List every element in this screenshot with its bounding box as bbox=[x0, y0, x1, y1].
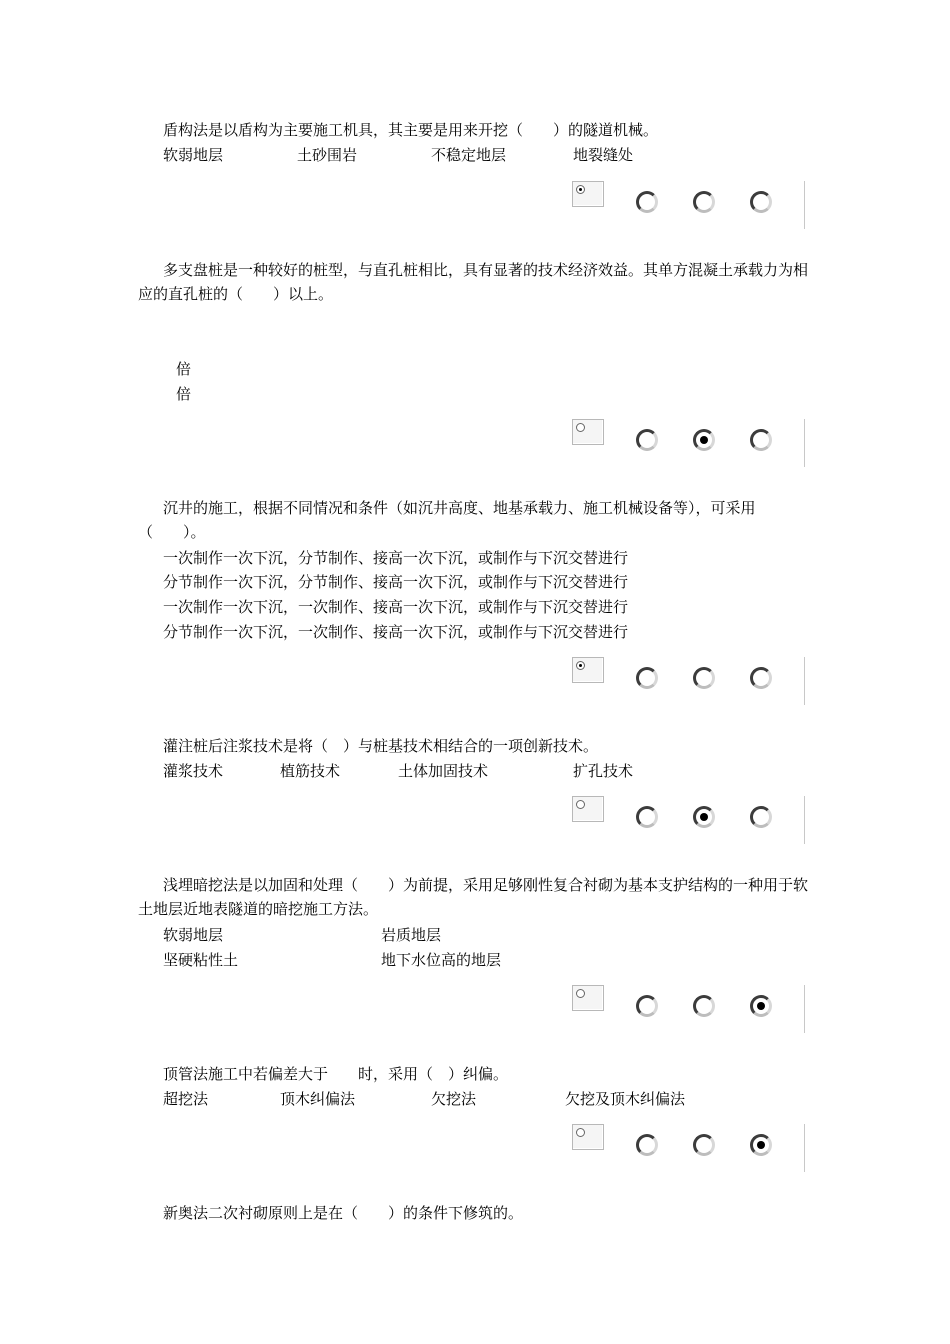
question-2-radio-a[interactable] bbox=[572, 419, 604, 445]
question-6-radio-a[interactable] bbox=[572, 1124, 604, 1150]
question-3-option-b: 分节制作一次下沉，分节制作、接高一次下沉，或制作与下沉交替进行 bbox=[163, 573, 629, 591]
question-1-option-c: 不稳定地层 bbox=[431, 146, 507, 164]
radio-unselected-icon bbox=[576, 1128, 585, 1137]
question-3-option-d: 分节制作一次下沉，一次制作、接高一次下沉，或制作与下沉交替进行 bbox=[163, 623, 629, 641]
question-5-option-c: 坚硬粘性土 bbox=[163, 951, 239, 969]
question-1-option-d: 地裂缝处 bbox=[573, 146, 634, 164]
question-1-answer-radios bbox=[572, 181, 812, 229]
question-1-option-b: 土砂围岩 bbox=[297, 146, 358, 164]
question-1-radio-b[interactable] bbox=[636, 191, 658, 213]
radio-unselected-icon bbox=[576, 989, 585, 998]
question-4-answer-radios bbox=[572, 796, 812, 844]
divider bbox=[804, 657, 805, 705]
question-3-option-a: 一次制作一次下沉，分节制作、接高一次下沉，或制作与下沉交替进行 bbox=[163, 549, 629, 567]
question-6-radio-c[interactable] bbox=[693, 1134, 715, 1156]
question-6-option-c: 欠挖法 bbox=[431, 1090, 477, 1108]
radio-selected-icon bbox=[576, 185, 585, 194]
question-1-radio-d[interactable] bbox=[750, 191, 772, 213]
question-5-radio-a[interactable] bbox=[572, 985, 604, 1011]
radio-selected-icon bbox=[576, 661, 585, 670]
divider bbox=[804, 419, 805, 467]
question-4-radio-d[interactable] bbox=[750, 806, 772, 828]
question-2-radio-d[interactable] bbox=[750, 429, 772, 451]
question-6-radio-b[interactable] bbox=[636, 1134, 658, 1156]
question-5-option-d: 地下水位高的地层 bbox=[381, 951, 502, 969]
question-5-radio-d[interactable] bbox=[750, 995, 772, 1017]
question-6-text: 顶管法施工中若偏差大于 时，采用（ ）纠偏。 bbox=[163, 1065, 509, 1083]
question-2-radio-b[interactable] bbox=[636, 429, 658, 451]
question-3-radio-c[interactable] bbox=[693, 667, 715, 689]
question-5-radio-b[interactable] bbox=[636, 995, 658, 1017]
question-2-text: 多支盘桩是一种较好的桩型，与直孔桩相比，具有显著的技术经济效益。其单方混凝土承载力为相应的直孔桩的（ ）以上。 bbox=[138, 261, 809, 303]
question-4-radio-b[interactable] bbox=[636, 806, 658, 828]
question-4-option-a: 灌浆技术 bbox=[163, 762, 224, 780]
question-4-option-c: 土体加固技术 bbox=[398, 762, 489, 780]
question-1-option-a: 软弱地层 bbox=[163, 146, 224, 164]
divider bbox=[804, 796, 805, 844]
question-6-option-d: 欠挖及顶木纠偏法 bbox=[565, 1090, 686, 1108]
question-6-option-a: 超挖法 bbox=[163, 1090, 209, 1108]
question-2-radio-c[interactable] bbox=[693, 429, 715, 451]
question-4-text: 灌注桩后注浆技术是将（ ）与桩基技术相结合的一项创新技术。 bbox=[163, 737, 599, 755]
question-6-answer-radios bbox=[572, 1124, 812, 1172]
question-5-option-a: 软弱地层 bbox=[163, 926, 224, 944]
question-1-radio-c[interactable] bbox=[693, 191, 715, 213]
divider bbox=[804, 1124, 805, 1172]
divider bbox=[804, 985, 805, 1033]
question-3-answer-radios bbox=[572, 657, 812, 705]
question-5-text: 浅埋暗挖法是以加固和处理（ ）为前提，采用足够刚性复合衬砌为基本支护结构的一种用于软土地层近地表隧道的暗挖施工方法。 bbox=[138, 876, 809, 918]
question-2-option-1: 倍 bbox=[176, 360, 192, 378]
question-1-text: 盾构法是以盾构为主要施工机具，其主要是用来开挖（ ）的隧道机械。 bbox=[163, 121, 659, 139]
question-5-radio-c[interactable] bbox=[693, 995, 715, 1017]
question-6-option-b: 顶木纠偏法 bbox=[280, 1090, 356, 1108]
question-2-option-2: 倍 bbox=[176, 385, 192, 403]
divider bbox=[804, 181, 805, 229]
question-3-radio-b[interactable] bbox=[636, 667, 658, 689]
question-3-option-c: 一次制作一次下沉，一次制作、接高一次下沉，或制作与下沉交替进行 bbox=[163, 598, 629, 616]
question-5-answer-radios bbox=[572, 985, 812, 1033]
question-4-radio-a[interactable] bbox=[572, 796, 604, 822]
question-3-radio-d[interactable] bbox=[750, 667, 772, 689]
question-3-text: 沉井的施工，根据不同情况和条件（如沉井高度、地基承载力、施工机械设备等），可采用（ ）。 bbox=[138, 499, 756, 541]
question-3-radio-a[interactable] bbox=[572, 657, 604, 683]
question-4-radio-c[interactable] bbox=[693, 806, 715, 828]
question-7-text: 新奥法二次衬砌原则上是在（ ）的条件下修筑的。 bbox=[163, 1204, 524, 1222]
question-4-option-d: 扩孔技术 bbox=[573, 762, 634, 780]
radio-unselected-icon bbox=[576, 800, 585, 809]
question-2-answer-radios bbox=[572, 419, 812, 467]
question-4-option-b: 植筋技术 bbox=[280, 762, 341, 780]
question-1-radio-a[interactable] bbox=[572, 181, 604, 207]
question-6-radio-d[interactable] bbox=[750, 1134, 772, 1156]
question-5-option-b: 岩质地层 bbox=[381, 926, 442, 944]
radio-unselected-icon bbox=[576, 423, 585, 432]
